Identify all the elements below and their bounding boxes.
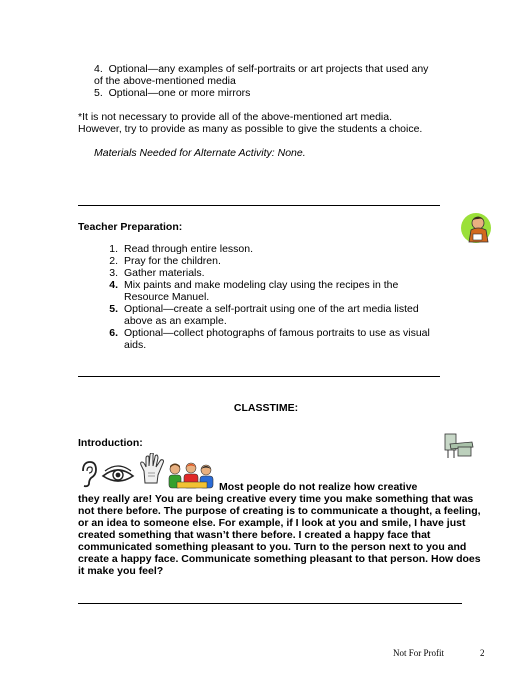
eye-icon — [101, 465, 135, 485]
materials-note-line1: *It is not necessary to provide all of the above-mentioned art media. — [78, 111, 393, 123]
list-item-cont: aids. — [124, 339, 147, 351]
list-item: 1. Read through entire lesson. — [109, 243, 253, 255]
list-item: 2. Pray for the children. — [109, 255, 221, 267]
list-number: 4. — [94, 63, 103, 75]
intro-line-1: Most people do not realize how creative — [219, 481, 418, 493]
classtime-heading: CLASSTIME: — [233, 402, 299, 414]
materials-item-4-cont: of the above-mentioned media — [94, 75, 236, 87]
list-item: 6. Optional—collect photographs of famous portraits to use as visual — [109, 327, 430, 339]
list-text: Optional—one or more mirrors — [108, 87, 251, 99]
intro-line-5: created something that wasn’t there before. I created a happy face that — [78, 529, 431, 541]
list-item: 4. Mix paints and make modeling clay using the recipes in the — [109, 279, 399, 291]
desk-icon — [442, 430, 476, 460]
intro-line-2: they really are! You are being creative every time you make something that was — [78, 493, 474, 505]
intro-line-7: create a happy face. Communicate something pleasant to that person. How does — [78, 553, 481, 565]
list-item-cont: Resource Manuel. — [124, 291, 210, 303]
intro-line-3: not there before. The purpose of creating is to communicate a thought, a feeling, — [78, 505, 481, 517]
teacher-prep-list — [104, 243, 430, 351]
ear-icon — [78, 459, 98, 489]
divider — [78, 376, 440, 377]
teacher-icon — [458, 210, 498, 246]
list-item-cont: above as an example. — [124, 315, 227, 327]
list-number: 5. — [94, 87, 103, 99]
introduction-heading: Introduction: — [78, 437, 143, 449]
alternate-materials: Materials Needed for Alternate Activity: None. — [94, 147, 306, 159]
list-text: Optional—any examples of self-portraits or art projects that used any — [108, 63, 429, 75]
materials-note-line2: However, try to provide as many as possible to give the students a choice. — [78, 123, 423, 135]
intro-line-6: communicated something pleasant to you. Turn to the person next to you and — [78, 541, 467, 553]
teacher-prep-heading: Teacher Preparation: — [78, 221, 183, 233]
divider — [78, 205, 440, 206]
list-item: 5. Optional—create a self-portrait using one of the art media listed — [109, 303, 419, 315]
hand-icon — [138, 453, 166, 485]
intro-line-8: it make you feel? — [78, 565, 164, 577]
footer-text: Not For Profit — [393, 648, 445, 658]
divider — [78, 603, 462, 604]
intro-line-4: or an idea to someone else. For example, if I look at you and smile, I have just — [78, 517, 466, 529]
page-number: 2 — [480, 648, 485, 658]
materials-item-4 — [94, 63, 428, 75]
materials-item-5 — [94, 87, 250, 99]
children-icon — [167, 462, 215, 490]
list-item: 3. Gather materials. — [109, 267, 205, 279]
